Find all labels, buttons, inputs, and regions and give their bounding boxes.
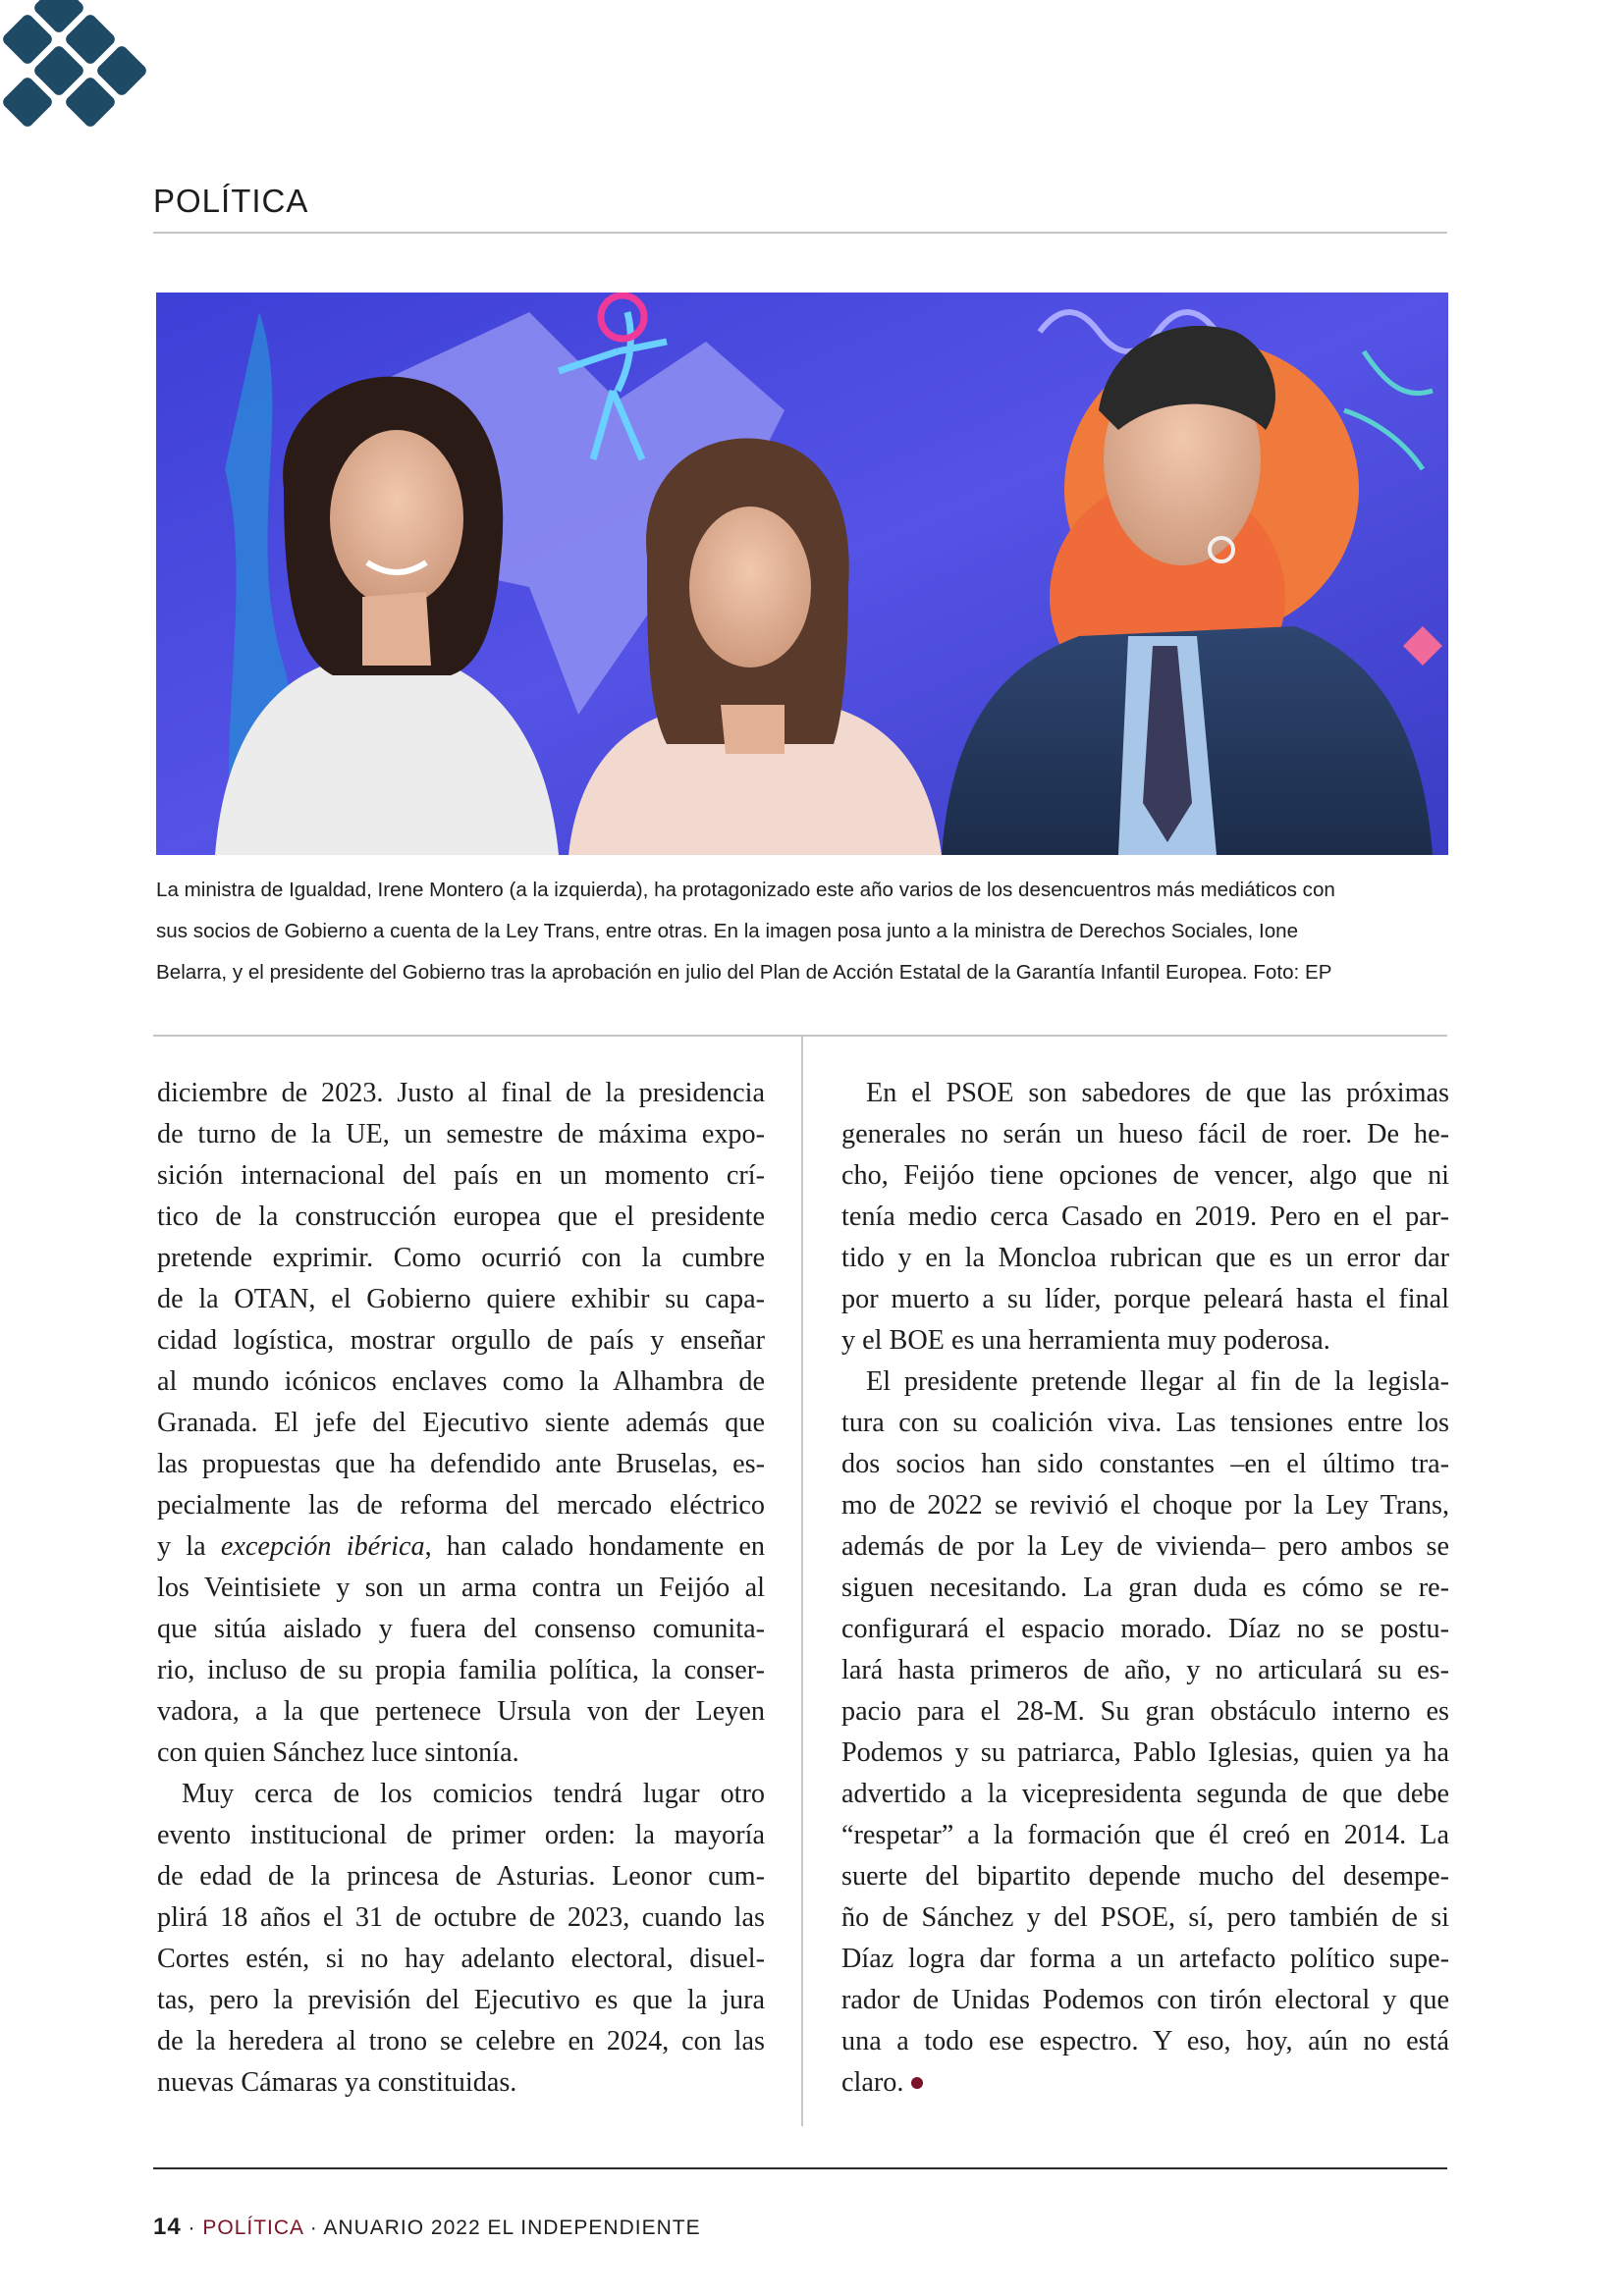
text-line: suerte del bipartito depende mucho del desempe-: [841, 1861, 1449, 1892]
header-rule: [153, 232, 1447, 234]
text-line: con quien Sánchez luce sintonía.: [157, 1737, 519, 1768]
text-line: nuevas Cámaras ya constituidas.: [157, 2067, 517, 2098]
text-line: rio, incluso de su propia familia política, la conser-: [157, 1655, 765, 1685]
text-line: tico de la construcción europea que el presidente: [157, 1201, 765, 1232]
text-line: El presidente pretende llegar al fin de la legisla-: [866, 1366, 1449, 1397]
text-line: al mundo icónicos enclaves como la Alhambra de: [157, 1366, 765, 1397]
text-line: por muerto a su líder, porque peleará hasta el final: [841, 1284, 1449, 1314]
text-line-italic: [157, 1526, 765, 1568]
article-column-right: [841, 1073, 1449, 2104]
text-line: tenía medio cerca Casado en 2019. Pero en el par-: [841, 1201, 1449, 1232]
caption-line: sus socios de Gobierno a cuenta de la Ley Trans, entre otras. En la imagen posa junto a la ministra de Derechos Sociales, Ione: [156, 920, 1299, 942]
section-title: POLÍTICA: [153, 183, 309, 219]
text-line: pecialmente las de reforma del mercado eléctrico: [157, 1490, 765, 1521]
text-line: y el BOE es una herramienta muy poderosa.: [841, 1325, 1330, 1356]
text-line: Cortes estén, si no hay adelanto electoral, disuel-: [157, 1944, 765, 1974]
text-line: que sitúa aislado y fuera del consenso comunita-: [157, 1614, 765, 1644]
text-line: de la heredera al trono se celebre en 2024, con las: [157, 2026, 765, 2056]
text-line: pacio para el 28-M. Su gran obstáculo interno es: [841, 1696, 1449, 1727]
text-line: generales no serán un hueso fácil de roer. De he-: [841, 1119, 1449, 1149]
page-footer: [153, 2214, 701, 2241]
article-column-left: [157, 1073, 765, 2104]
text-fragment: y la: [157, 1531, 221, 1562]
italic-term: excepción ibérica: [220, 1531, 425, 1562]
text-line: dos socios han sido constantes –en el último tra-: [841, 1449, 1449, 1479]
text-line: plirá 18 años el 31 de octubre de 2023, cuando las: [157, 1902, 765, 1933]
footer-publication: ANUARIO 2022 EL INDEPENDIENTE: [323, 2216, 701, 2239]
text-line: advertido a la vicepresidenta segunda de que debe: [841, 1779, 1449, 1809]
text-line: además de por la Ley de vivienda– pero ambos se: [841, 1531, 1449, 1562]
text-line: mo de 2022 se revivió el choque por la Ley Trans,: [841, 1490, 1449, 1521]
text-line: Muy cerca de los comicios tendrá lugar otro: [182, 1779, 765, 1809]
text-line: los Veintisiete y son un arma contra un Feijóo al: [157, 1573, 765, 1603]
caption-rule: [153, 1035, 1447, 1037]
page-number: 14: [153, 2214, 182, 2240]
text-line: tas, pero la previsión del Ejecutivo es que la jura: [157, 1985, 765, 2015]
paragraph: [157, 1774, 765, 2104]
footer-separator: ·: [181, 2216, 203, 2239]
text-line: cho, Feijóo tiene opciones de vencer, algo que ni: [841, 1160, 1449, 1191]
text-line: de edad de la princesa de Asturias. Leonor cum-: [157, 1861, 765, 1892]
text-line: “respetar” a la formación que él creó en 2014. La: [841, 1820, 1449, 1850]
photo-caption: [156, 875, 1452, 998]
caption-line: La ministra de Igualdad, Irene Montero (a la izquierda), ha protagonizado este año varios de los desencuentros más mediáticos con: [156, 879, 1335, 901]
end-of-article-dot: [911, 2077, 923, 2089]
text-line: siguen necesitando. La gran duda es cómo se re-: [841, 1573, 1449, 1603]
paragraph: [157, 1073, 765, 1774]
text-line: Podemos y su patriarca, Pablo Iglesias, quien ya ha: [841, 1737, 1449, 1768]
text-line: configurará el espacio morado. Díaz no se postu-: [841, 1614, 1449, 1644]
text-line: cidad logística, mostrar orgullo de país y enseñar: [157, 1325, 765, 1356]
footer-separator: ·: [302, 2216, 324, 2239]
text-line: las propuestas que ha defendido ante Bruselas, es-: [157, 1449, 765, 1479]
caption-line: Belarra, y el presidente del Gobierno tras la aprobación en julio del Plan de Acción Estatal de la Garantía Infantil Europea. Foto: EP: [156, 961, 1332, 984]
text-line: vadora, a la que pertenece Ursula von der Leyen: [157, 1696, 765, 1727]
text-line: evento institucional de primer orden: la mayoría: [157, 1820, 765, 1850]
text-line-last: [841, 2062, 1449, 2104]
text-line: Granada. El jefe del Ejecutivo siente además que: [157, 1408, 765, 1438]
column-divider: [801, 1037, 803, 2126]
text-line: una a todo ese espectro. Y eso, hoy, aún no está: [841, 2026, 1449, 2056]
text-line: lará hasta primeros de año, y no articulará su es-: [841, 1655, 1449, 1685]
text-line: En el PSOE son sabedores de que las próximas: [866, 1078, 1449, 1108]
text-line: de la OTAN, el Gobierno quiere exhibir su capa-: [157, 1284, 765, 1314]
paragraph: [841, 1073, 1449, 1362]
text-line: tura con su coalición viva. Las tensiones entre los: [841, 1408, 1449, 1438]
three-people-photo: [156, 293, 1448, 855]
text-fragment: , han calado hondamente en: [424, 1531, 766, 1562]
text-line: de turno de la UE, un semestre de máxima expo-: [157, 1119, 765, 1149]
publication-logo: [0, 0, 196, 157]
footer-rule: [153, 2167, 1447, 2169]
paragraph: [841, 1362, 1449, 2104]
text-line: tido y en la Moncloa rubrican que es un error dar: [841, 1243, 1449, 1273]
text-line: rador de Unidas Podemos con tirón electoral y que: [841, 1985, 1449, 2015]
text-line: ño de Sánchez y del PSOE, sí, pero también de si: [841, 1902, 1449, 1933]
text-fragment: claro.: [841, 2067, 904, 2098]
text-line: diciembre de 2023. Justo al final de la presidencia: [157, 1078, 765, 1108]
footer-section: POLÍTICA: [202, 2216, 303, 2239]
text-line: sición internacional del país en un momento crí-: [157, 1160, 765, 1191]
text-line: pretende exprimir. Como ocurrió con la cumbre: [157, 1243, 765, 1273]
text-line: Díaz logra dar forma a un artefacto político supe-: [841, 1944, 1449, 1974]
